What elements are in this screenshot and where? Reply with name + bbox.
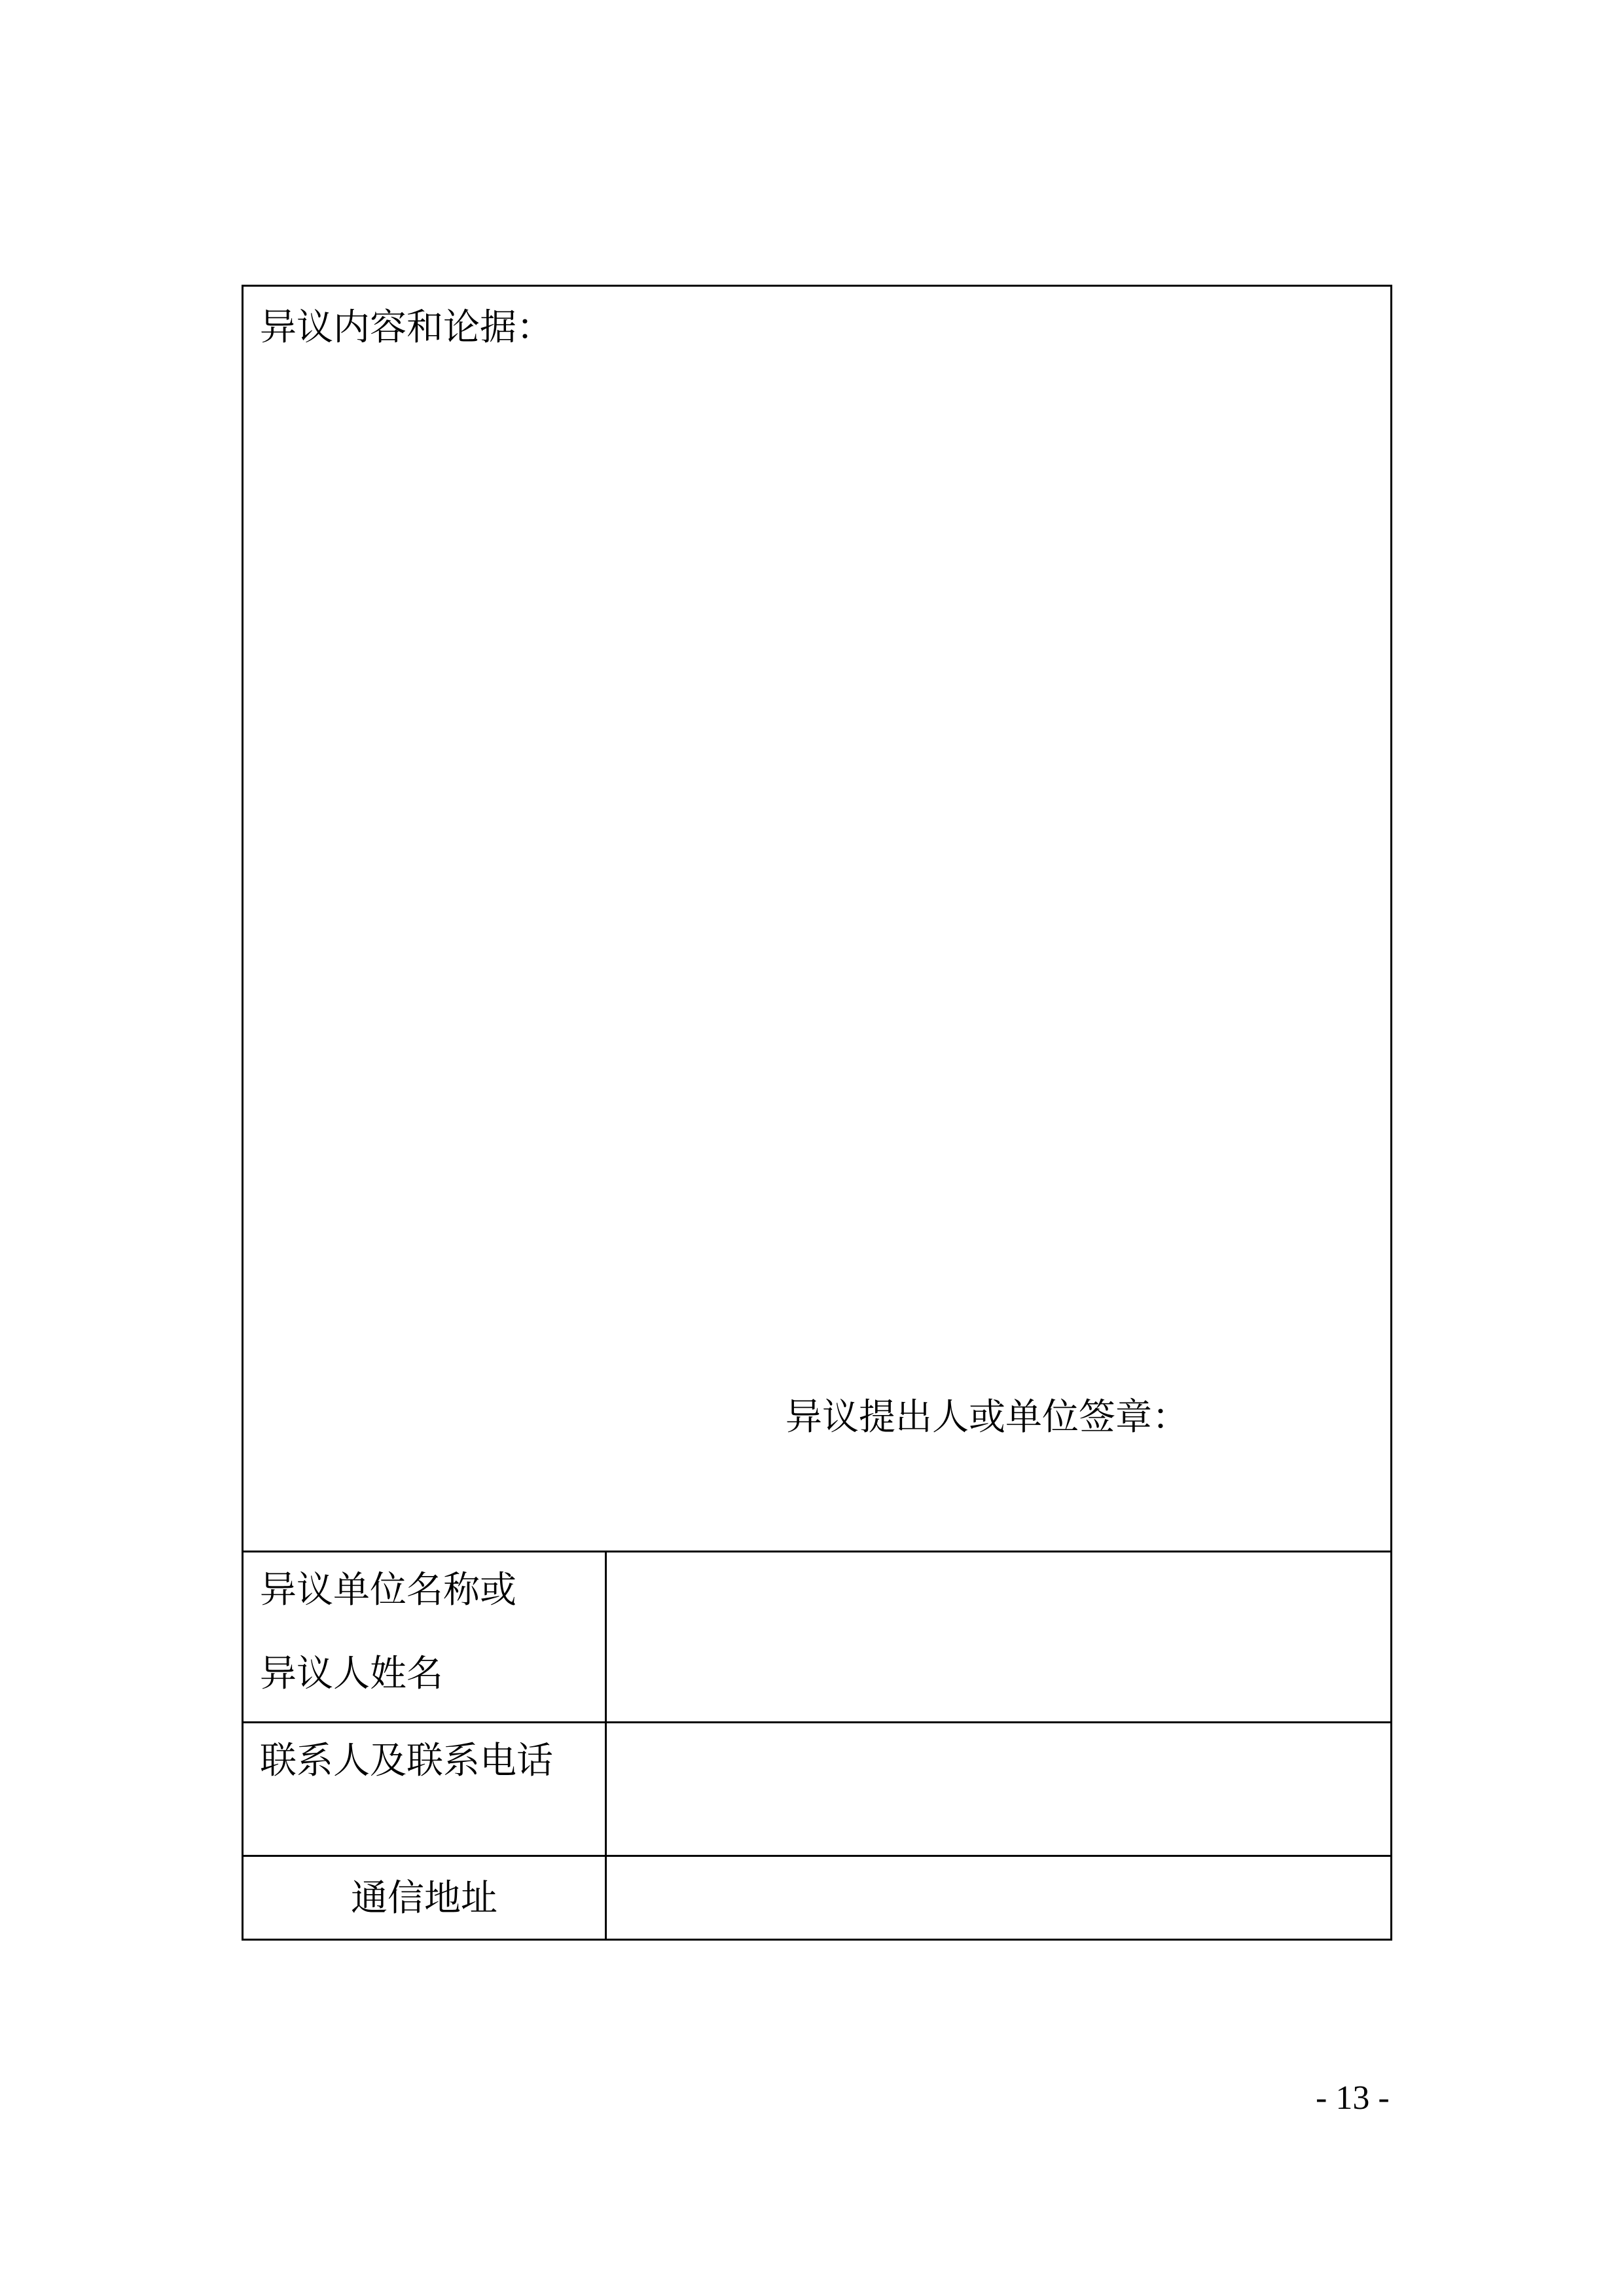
- mailing-address-label-cell: [244, 1857, 607, 1939]
- objector-name-label-line2: 异议人姓名: [260, 1653, 443, 1695]
- contact-phone-label-cell: [244, 1723, 607, 1855]
- objection-content-cell[interactable]: [244, 287, 1390, 1552]
- mailing-address-value-cell[interactable]: [607, 1857, 1390, 1939]
- contact-phone-label: 联系人及联系电话: [260, 1740, 553, 1782]
- objector-name-row: [244, 1552, 1390, 1723]
- objection-form-table: [242, 285, 1392, 1941]
- objector-name-label-cell: [244, 1552, 607, 1721]
- signature-label: 异议提出人或单位签章：: [785, 1396, 1189, 1439]
- contact-phone-value-cell[interactable]: [607, 1723, 1390, 1855]
- objection-content-label: 异议内容和论据：: [260, 306, 553, 349]
- mailing-address-row: [244, 1857, 1390, 1939]
- objector-name-value-cell[interactable]: [607, 1552, 1390, 1721]
- contact-phone-row: [244, 1723, 1390, 1857]
- objector-name-label-line1: 异议单位名称或: [260, 1569, 516, 1611]
- mailing-address-label: 通信地址: [351, 1877, 497, 1920]
- page-number: - 13 -: [1316, 2079, 1390, 2117]
